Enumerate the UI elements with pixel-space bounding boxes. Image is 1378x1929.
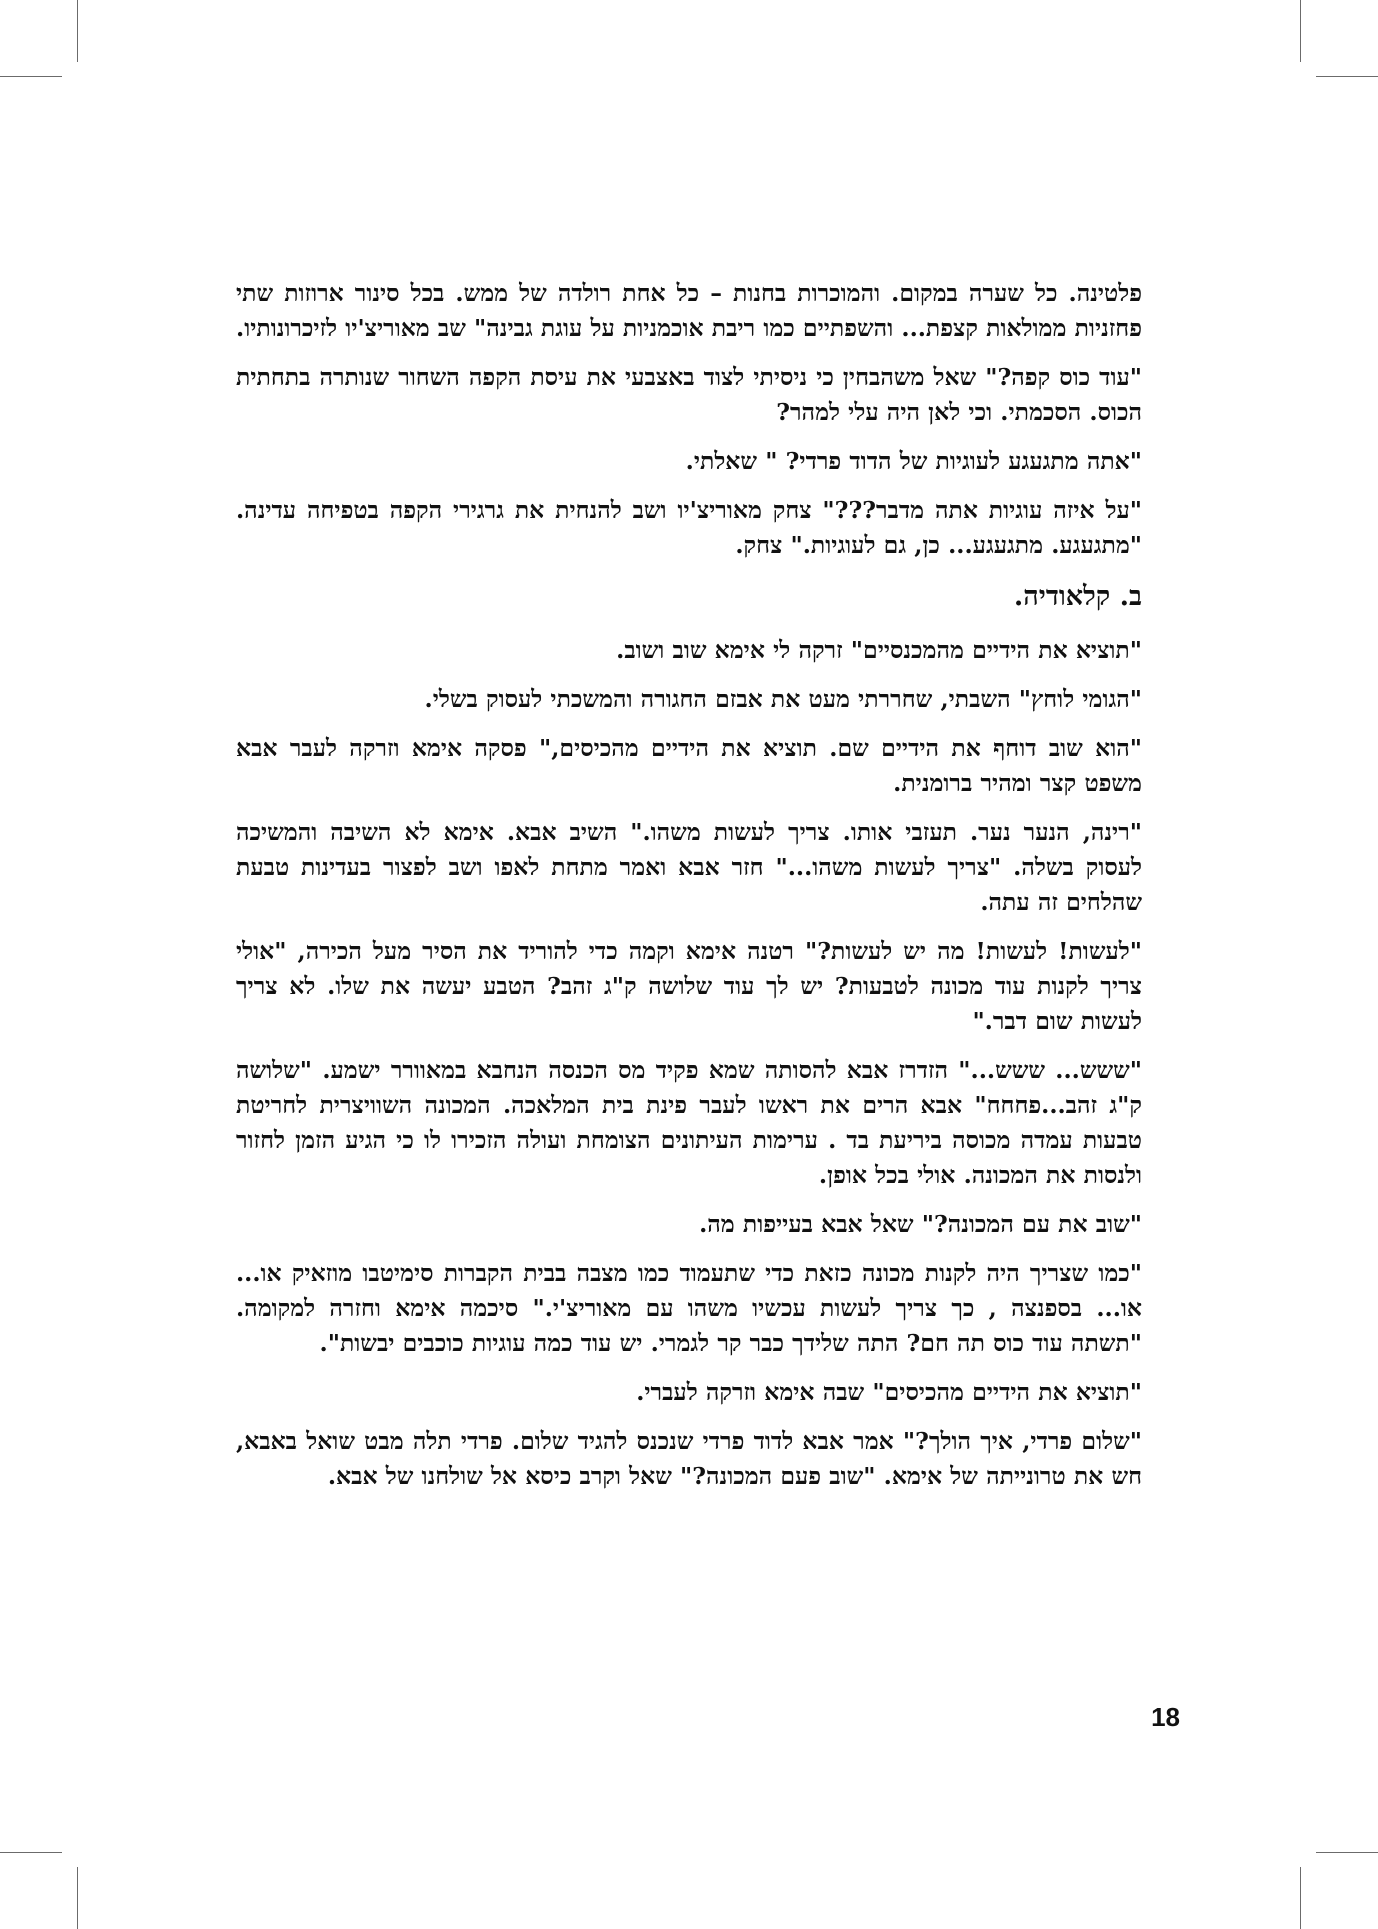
paragraph: "שלום פרדי, איך הולך?" אמר אבא לדוד פרדי שנכנס להגיד שלום. פרדי תלה מבט שואל באבא, חש את טרונייתה של אימא. "שוב פעם המכונה?" שאל וקרב כיסא אל שולחנו של אבא. bbox=[236, 1427, 1142, 1490]
crop-mark-top-right-horizontal bbox=[1316, 76, 1378, 77]
paragraph: "תוציא את הידיים מהכיסים" שבה אימא וזרקה לעברי. bbox=[636, 1378, 1142, 1406]
paragraph: פלטינה. כל שערה במקום. והמוכרות בחנות – כל אחת רולדה של ממש. בכל סינור ארוזות שתי פחזניות ממולאות קצפת... והשפתיים כמו ריבת אוכמניות על עוגת גבינה" שב מאוריצ'יו לזיכרונותיו. bbox=[236, 279, 1142, 342]
paragraph: "עוד כוס קפה?" שאל משהבחין כי ניסיתי לצוד באצבעי את עיסת הקפה השחור שנותרה בתחתית הכוס. הסכמתי. וכי לאן היה עלי למהר? bbox=[236, 363, 1142, 426]
paragraph: "לעשות! לעשות! מה יש לעשות?" רטנה אימא וקמה כדי להוריד את הסיר מעל הכירה, "אולי צריך לקנות עוד מכונה לטבעות? יש לך עוד שלושה ק"ג זהב? הטבע יעשה את שלו. לא צריך לעשות שום דבר." bbox=[236, 937, 1142, 1035]
page-body-text bbox=[236, 276, 1142, 1508]
paragraph: "על איזה עוגיות אתה מדבר???" צחק מאוריצ'יו ושב להנחית את גרגירי הקפה בטפיחה עדינה. "מתגעגע. מתגעגע... כן, גם לעוגיות." צחק. bbox=[236, 496, 1142, 559]
crop-mark-bottom-left-vertical bbox=[77, 1867, 78, 1929]
crop-mark-top-right-vertical bbox=[1300, 0, 1301, 62]
section-heading: ב. קלאודיה. bbox=[1013, 581, 1142, 612]
paragraph: "אתה מתגעגע לעוגיות של הדוד פרדי? " שאלתי. bbox=[685, 447, 1142, 475]
paragraph: "הוא שוב דוחף את הידיים שם. תוציא את הידיים מהכיסים," פסקה אימא וזרקה לעבר אבא משפט קצר ומהיר ברומנית. bbox=[236, 734, 1142, 797]
crop-mark-top-left-horizontal bbox=[0, 76, 62, 77]
paragraph: "הגומי לוחץ" השבתי, שחררתי מעט את אבזם החגורה והמשכתי לעסוק בשלי. bbox=[424, 685, 1142, 713]
paragraph: "ששש... ששש..." הזדרז אבא להסותה שמא פקיד מס הכנסה הנחבא במאוורר ישמע. "שלושה ק"ג זהב...פחחח" אבא הרים את ראשו לעבר פינת בית המלאכה. המכונה השוויצרית לחריטת טבעות עמדה מכוסה ביריעת בד . ערימות העיתונים הצומחת ועולה הזכירו לו כי הגיע הזמן לחזור ולנסות את המכונה. אולי בכל אופן. bbox=[236, 1056, 1142, 1189]
page-number: 18 bbox=[1151, 1702, 1180, 1732]
paragraph: "תוציא את הידיים מהמכנסיים" זרקה לי אימא שוב ושוב. bbox=[616, 636, 1142, 664]
paragraph: "רינה, הנער נער. תעזבי אותו. צריך לעשות משהו." השיב אבא. אימא לא השיבה והמשיכה לעסוק בשלה. "צריך לעשות משהו..." חזר אבא ואמר מתחת לאפו ושב לפצור בעדינות טבעת שהלחים זה עתה. bbox=[236, 818, 1142, 916]
crop-mark-top-left-vertical bbox=[77, 0, 78, 62]
crop-mark-bottom-left-horizontal bbox=[0, 1852, 62, 1853]
paragraph: "כמו שצריך היה לקנות מכונה כזאת כדי שתעמוד כמו מצבה בבית הקברות סימיטבו מוזאיק או... או... בספנצה , כך צריך לעשות עכשיו משהו עם מאוריצ'י." סיכמה אימא וחזרה למקומה. "תשתה עוד כוס תה חם? התה שלידך כבר קר לגמרי. יש עוד כמה עוגיות כוכבים יבשות". bbox=[236, 1259, 1142, 1357]
crop-mark-bottom-right-horizontal bbox=[1316, 1852, 1378, 1853]
paragraph: "שוב את עם המכונה?" שאל אבא בעייפות מה. bbox=[699, 1210, 1142, 1238]
crop-mark-bottom-right-vertical bbox=[1300, 1867, 1301, 1929]
